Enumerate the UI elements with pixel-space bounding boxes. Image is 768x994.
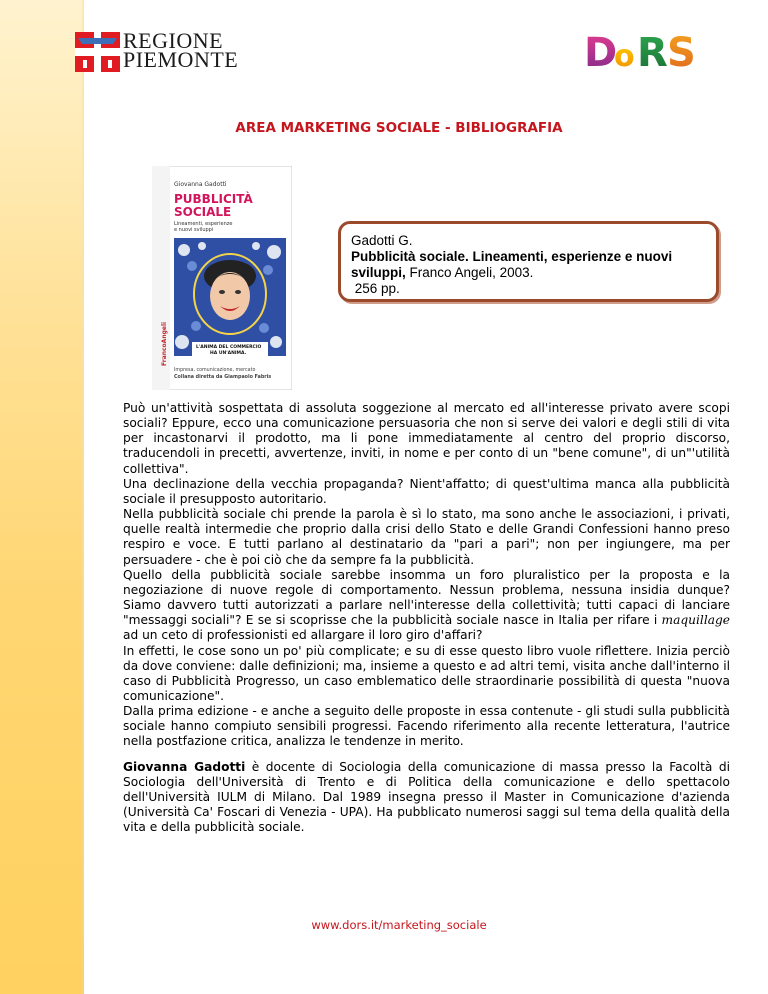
- svg-text:o: o: [614, 39, 635, 74]
- book-cover-image: [152, 166, 292, 390]
- sidebar-edge: [82, 0, 84, 994]
- cover-tagline-1: L'ANIMA DEL COMMERCIO: [196, 345, 262, 350]
- svg-text:R: R: [637, 30, 668, 74]
- citation-title: Pubblicità sociale. Lineamenti, esperienze e nuovi sviluppi,: [351, 249, 673, 280]
- piemonte-flag-icon: [75, 32, 120, 72]
- paragraph-2: Una declinazione della vecchia propaganda? Nient'affatto; di quest'ultima manca alla pubblicità sociale il presupposto autoritario.: [123, 476, 730, 506]
- paragraph-4-b: ad un ceto di professionisti ed allargare il loro giro d'affari?: [123, 628, 483, 643]
- citation-author: Gadotti G.: [351, 233, 413, 248]
- paragraph-4-a: Quello della pubblicità sociale sarebbe insomma un foro pluralistico per la proposta e la negoziazione di nuove regole di comportamento. Nessun problema, nessuna insidia dunque? Siamo davvero tutti autorizzati a parlare nell'interesse della collettività; tutti capaci di lanciare "messaggi sociali"? E se si scoprisse che la pubblicità sociale nasce in Italia per rifare i: [123, 567, 730, 628]
- cover-author: Giovanna Gadotti: [174, 181, 227, 188]
- cover-series-2: Collana diretta da Giampaolo Fabris: [174, 375, 272, 380]
- cover-subtitle-1: Lineamenti, esperienze: [174, 221, 233, 227]
- left-sidebar-band: [0, 0, 82, 994]
- cover-publisher: FrancoAngeli: [161, 321, 168, 366]
- citation-details: [351, 249, 706, 281]
- regione-piemonte-logo: [75, 28, 239, 72]
- cover-subtitle-2: e nuovi sviluppi: [174, 227, 214, 233]
- cover-title-2: SOCIALE: [174, 205, 232, 219]
- citation-box: [338, 221, 719, 302]
- paragraph-6: Dalla prima edizione - e anche a seguito delle proposte in essa contenute - gli studi sulla pubblicità sociale hanno compiuto sensibili progressi. Facendo riferimento alla recente letteratura, l'autrice nella postfazione critica, analizza le tendenze in merito.: [123, 704, 730, 749]
- paragraph-1: Può un'attività sospettata di assoluta soggezione al mercato ed all'interesse privato avere scopi sociali? Eppure, ecco una comunicazione persuasoria che non si serve dei valori e degli stili di vita per incastonarvi il prodotto, ma li pone immediatamente al centro del proprio discorso, traducendoli in precetti, avvertenze, inviti, in nome e per conto di un "bene comune", di un"'utilità collettiva".: [123, 401, 730, 476]
- logo-line-piemonte: PIEMONTE: [123, 47, 239, 72]
- svg-text:D: D: [584, 30, 618, 74]
- citation-publisher: Franco Angeli, 2003.: [405, 265, 534, 280]
- paragraph-4: [123, 568, 730, 644]
- paragraph-4-italic: maquillage: [661, 613, 730, 628]
- bio-text: è docente di Sociologia della comunicazione di massa presso la Facoltà di Sociologia dell'Università di Trento e di Politica della comunicazione e dello spettacolo dell'Università IULM di Milano. Dal 1989 insegna presso il Master in Comunicazione d'azienda (Università Ca' Foscari di Venezia - UPA). Ha pubblicato numerosi saggi sul tema della qualità della vita e della pubblicità sociale.: [123, 759, 730, 835]
- svg-text:S: S: [667, 30, 696, 74]
- cover-tagline-2: HA UN'ANIMA.: [210, 351, 247, 356]
- logo-line-regione: REGIONE: [123, 28, 224, 53]
- body-text: [123, 401, 730, 835]
- cover-series-1: Impresa, comunicazione, mercato: [174, 368, 256, 373]
- citation-pages: 256 pp.: [351, 281, 400, 296]
- cover-title-1: PUBBLICITÀ: [174, 192, 253, 206]
- paragraph-3: Nella pubblicità sociale chi prende la parola è sì lo stato, ma sono anche le associazioni, i privati, quelle realtà intermedie che proprio dalla crisi dello Stato e delle Grandi Confessioni hanno preso respiro e voce. E tutti parlano al destinatario da "pari a pari"; non per ingiungere, ma per persuadere - che è poi ciò che da sempre fa la pubblicità.: [123, 507, 730, 567]
- logo-text: [123, 28, 239, 72]
- dors-logo: [582, 26, 700, 74]
- author-bio: [123, 760, 730, 836]
- page-title: AREA MARKETING SOCIALE - BIBLIOGRAFIA: [235, 120, 563, 136]
- bio-name: Giovanna Gadotti: [123, 759, 246, 774]
- paragraph-5: In effetti, le cose sono un po' più complicate; e su di esse questo libro vuole riflettere. Inizia perciò da dove conviene: dalle definizioni; ma, insieme a questo e ad altri temi, visita anche dall'interno il caso di Pubblicità Progresso, un caso emblematico delle straordinarie possibilità di questa "nuova comunicazione".: [123, 643, 730, 703]
- footer-url[interactable]: www.dors.it/marketing_sociale: [311, 918, 487, 932]
